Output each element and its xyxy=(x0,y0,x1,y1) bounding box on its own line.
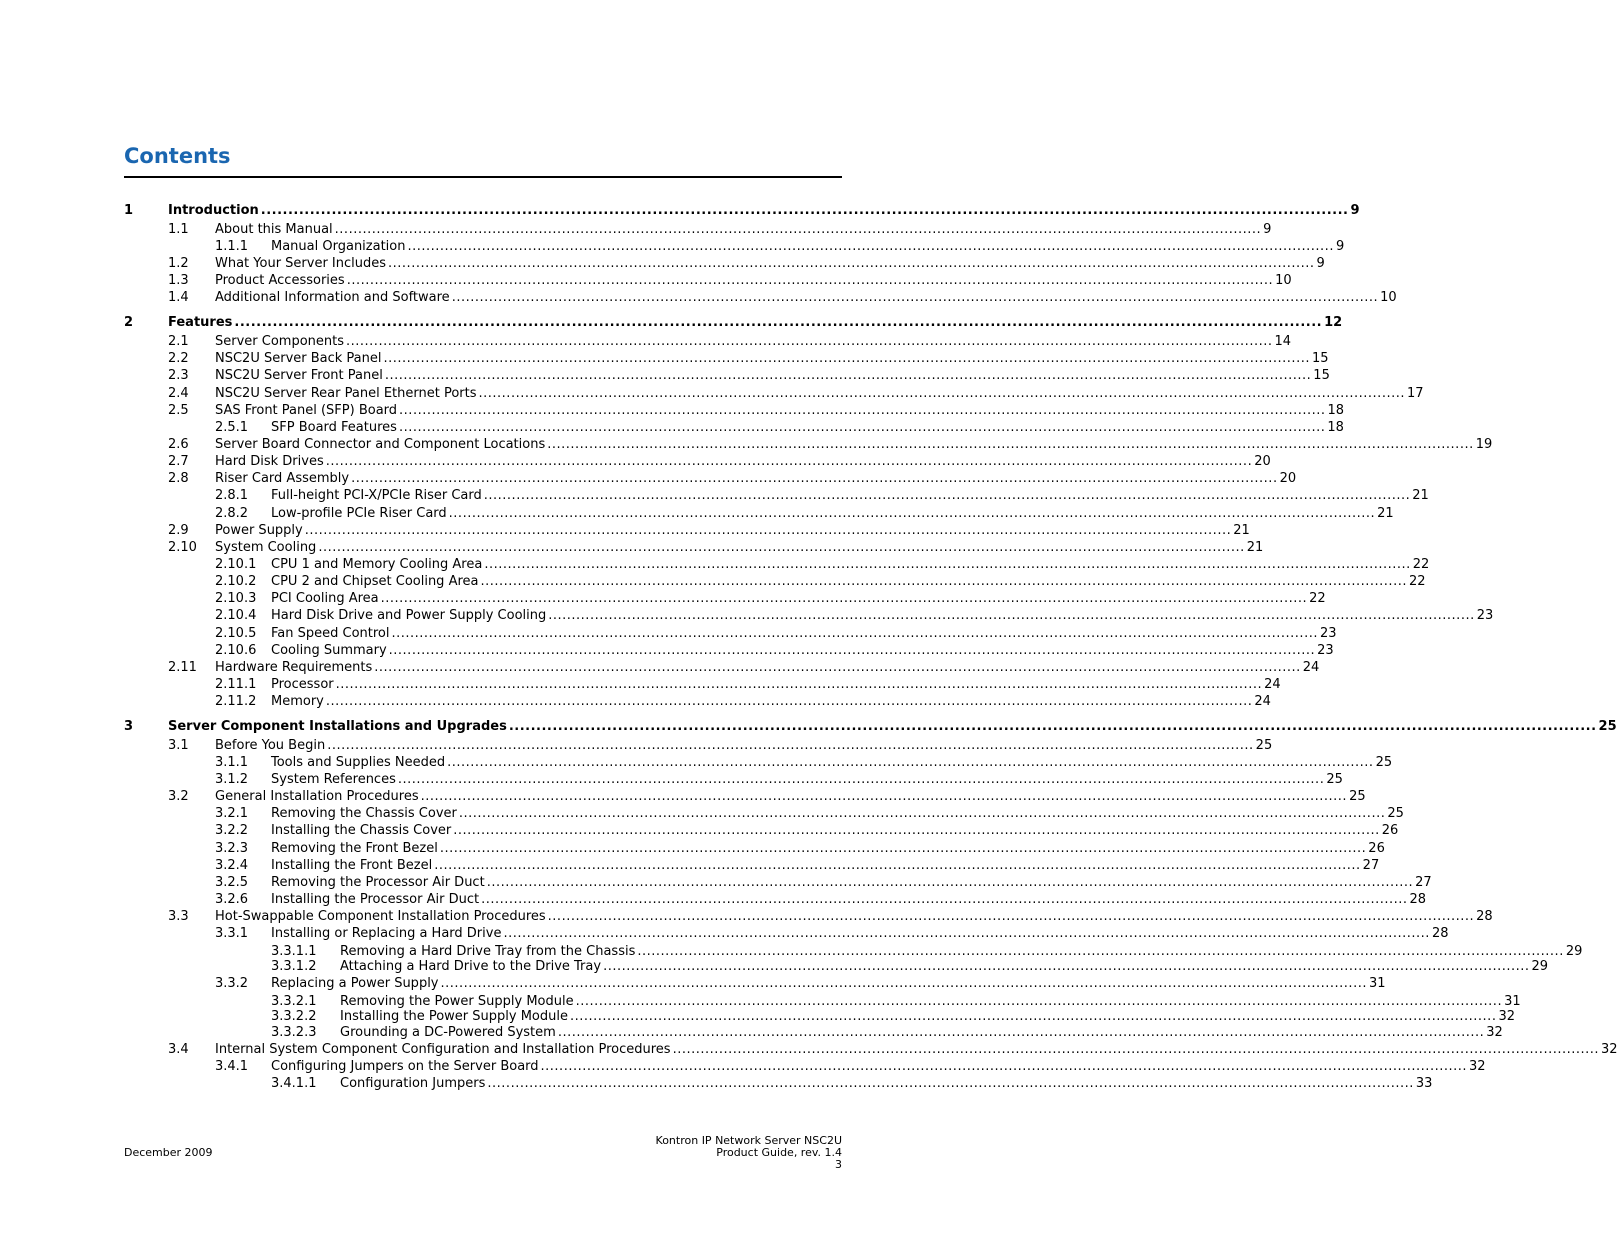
toc-title: Removing the Chassis Cover xyxy=(271,806,457,821)
toc-leader-dots: ........................................................................................................................................................................................................ xyxy=(374,660,1301,675)
toc-leader-dots: ........................................................................................................................................................................................................ xyxy=(346,273,1274,288)
toc-title: Fan Speed Control xyxy=(271,626,390,641)
toc-number: 2.5.1 xyxy=(215,420,249,435)
toc-title: Removing the Front Bezel xyxy=(271,841,438,856)
toc-entry[interactable] xyxy=(0,367,1330,384)
toc-entry[interactable] xyxy=(0,925,1449,942)
toc-entry[interactable] xyxy=(0,1058,1486,1075)
toc-page-number: 18 xyxy=(1327,403,1345,418)
toc-leader-dots: ........................................................................................................................................................................................................ xyxy=(508,719,1597,734)
toc-entry[interactable] xyxy=(0,659,1320,676)
toc-number: 1.1.1 xyxy=(215,239,249,254)
toc-entry[interactable] xyxy=(0,718,1617,735)
toc-title: Hot-Swappable Component Installation Procedures xyxy=(215,909,546,924)
toc-leader-dots: ........................................................................................................................................................................................................ xyxy=(335,677,1263,692)
toc-title: Installing the Power Supply Module xyxy=(340,1009,568,1024)
toc-entry[interactable] xyxy=(0,272,1292,289)
toc-page-number: 26 xyxy=(1381,823,1399,838)
toc-page-number: 21 xyxy=(1233,523,1250,538)
toc-number: 3.2.2 xyxy=(215,823,249,838)
toc-page-number: 19 xyxy=(1475,437,1493,452)
toc-title: Before You Begin xyxy=(215,738,326,753)
toc-leader-dots: ........................................................................................................................................................................................................ xyxy=(547,437,1474,452)
toc-number: 2.10.2 xyxy=(215,574,257,589)
toc-page-number: 25 xyxy=(1387,806,1404,821)
toc-number: 2.11.1 xyxy=(215,677,257,692)
toc-title: Hard Disk Drive and Power Supply Cooling xyxy=(271,608,547,623)
toc-page-number: 32 xyxy=(1486,1025,1503,1040)
footer-guide: Product Guide, rev. 1.4 xyxy=(716,1146,842,1159)
toc-number: 3.2 xyxy=(168,789,189,804)
footer-info xyxy=(656,1135,842,1171)
toc-title: Installing the Front Bezel xyxy=(271,858,433,873)
toc-entry[interactable] xyxy=(0,590,1326,607)
toc-entry[interactable] xyxy=(0,202,1360,219)
toc-number: 2.8.2 xyxy=(215,506,249,521)
toc-page-number: 24 xyxy=(1264,677,1281,692)
toc-number: 2.10.5 xyxy=(215,626,257,641)
toc-title: SFP Board Features xyxy=(271,420,397,435)
toc-entry[interactable] xyxy=(0,642,1334,659)
toc-entry[interactable] xyxy=(0,333,1292,350)
toc-number: 3.4.1.1 xyxy=(271,1076,317,1091)
toc-entry[interactable] xyxy=(0,975,1386,992)
toc-leader-dots: ........................................................................................................................................................................................................ xyxy=(503,926,1430,941)
toc-entry[interactable] xyxy=(0,487,1429,504)
toc-leader-dots: ........................................................................................................................................................................................................ xyxy=(260,203,1349,218)
toc-entry[interactable] xyxy=(0,505,1394,522)
toc-number: 2.10.1 xyxy=(215,557,257,572)
toc-page-number: 10 xyxy=(1380,290,1397,305)
toc-number: 2.8.1 xyxy=(215,488,249,503)
toc-leader-dots: ........................................................................................................................................................................................................ xyxy=(346,334,1273,349)
toc-leader-dots: ........................................................................................................................................................................................................ xyxy=(391,626,1318,641)
toc-leader-dots: ........................................................................................................................................................................................................ xyxy=(440,976,1367,991)
toc-number: 3.2.4 xyxy=(215,858,249,873)
toc-leader-dots: ........................................................................................................................................................................................................ xyxy=(478,386,1405,401)
toc-page-number: 14 xyxy=(1274,334,1292,349)
toc-entry[interactable] xyxy=(0,958,1549,975)
footer-product: Kontron IP Network Server NSC2U xyxy=(655,1134,842,1147)
toc-page-number: 21 xyxy=(1246,540,1264,555)
toc-leader-dots: ........................................................................................................................................................................................................ xyxy=(483,488,1411,503)
toc-page-number: 28 xyxy=(1476,909,1493,924)
toc-title: System References xyxy=(271,772,396,787)
toc-title: Tools and Supplies Needed xyxy=(271,755,446,770)
toc-number: 2.9 xyxy=(168,523,189,538)
toc-number: 2.5 xyxy=(168,403,189,418)
toc-title: Replacing a Power Supply xyxy=(271,976,439,991)
toc-page-number: 15 xyxy=(1311,351,1329,366)
toc-number: 3.3.2 xyxy=(215,976,249,991)
toc-leader-dots: ........................................................................................................................................................................................................ xyxy=(484,557,1411,572)
toc-leader-dots: ........................................................................................................................................................................................................ xyxy=(318,540,1245,555)
toc-entry[interactable] xyxy=(0,1075,1433,1092)
toc-number: 1.2 xyxy=(168,256,189,271)
toc-page-number: 25 xyxy=(1255,738,1273,753)
toc-title: Internal System Component Configuration and Installation Procedures xyxy=(215,1042,671,1057)
toc-page-number: 23 xyxy=(1476,608,1494,623)
toc-number: 2.10.4 xyxy=(215,608,257,623)
toc-number: 3.3.1.1 xyxy=(271,944,317,959)
toc-number: 3.3.2.3 xyxy=(271,1025,317,1040)
toc-page-number: 32 xyxy=(1601,1042,1618,1057)
toc-entry[interactable] xyxy=(0,419,1344,436)
toc-leader-dots: ........................................................................................................................................................................................................ xyxy=(458,806,1386,821)
toc-entry[interactable] xyxy=(0,255,1325,272)
toc-leader-dots: ........................................................................................................................................................................................................ xyxy=(575,994,1503,1009)
toc-entry[interactable] xyxy=(0,1024,1503,1041)
toc-page-number: 24 xyxy=(1254,694,1271,709)
toc-entry[interactable] xyxy=(0,754,1393,771)
toc-title: About this Manual xyxy=(215,222,333,237)
toc-page-number: 23 xyxy=(1319,626,1337,641)
toc-entry[interactable] xyxy=(0,289,1397,306)
toc-leader-dots: ........................................................................................................................................................................................................ xyxy=(451,290,1379,305)
toc-number: 3.1 xyxy=(168,738,189,753)
toc-entry[interactable] xyxy=(0,539,1264,556)
toc-title: Hard Disk Drives xyxy=(215,454,324,469)
toc-entry[interactable] xyxy=(0,238,1345,255)
toc-title: Configuration Jumpers xyxy=(340,1076,486,1091)
toc-leader-dots: ........................................................................................................................................................................................................ xyxy=(486,875,1414,890)
toc-number: 1.3 xyxy=(168,273,189,288)
toc-page-number: 32 xyxy=(1498,1009,1515,1024)
toc-page-number: 33 xyxy=(1415,1076,1433,1091)
toc-number: 3.3.2.2 xyxy=(271,1009,317,1024)
toc-number: 2.10.3 xyxy=(215,591,257,606)
toc-leader-dots: ........................................................................................................................................................................................................ xyxy=(487,1076,1414,1091)
toc-title: CPU 1 and Memory Cooling Area xyxy=(271,557,483,572)
toc-leader-dots: ........................................................................................................................................................................................................ xyxy=(234,315,1323,330)
toc-leader-dots: ........................................................................................................................................................................................................ xyxy=(557,1025,1485,1040)
toc-entry[interactable] xyxy=(0,891,1427,908)
toc-number: 2.10.6 xyxy=(215,643,257,658)
toc-leader-dots: ........................................................................................................................................................................................................ xyxy=(481,892,1408,907)
toc-number: 3.1.1 xyxy=(215,755,249,770)
toc-title: CPU 2 and Chipset Cooling Area xyxy=(271,574,479,589)
toc-title: Power Supply xyxy=(215,523,303,538)
toc-number: 3.2.3 xyxy=(215,841,249,856)
toc-title: Removing the Power Supply Module xyxy=(340,994,574,1009)
toc-leader-dots: ........................................................................................................................................................................................................ xyxy=(325,694,1253,709)
toc-number: 3.4 xyxy=(168,1042,189,1057)
toc-leader-dots: ........................................................................................................................................................................................................ xyxy=(327,738,1254,753)
toc-title: SAS Front Panel (SFP) Board xyxy=(215,403,398,418)
toc-page-number: 25 xyxy=(1326,772,1343,787)
toc-page-number: 29 xyxy=(1565,944,1583,959)
toc-number: 2.4 xyxy=(168,386,189,401)
toc-number: 2.10 xyxy=(168,540,197,555)
toc-title: Features xyxy=(168,315,233,330)
toc-title: Cooling Summary xyxy=(271,643,387,658)
toc-page-number: 29 xyxy=(1531,959,1549,974)
toc-page-number: 25 xyxy=(1598,719,1617,734)
toc-page-number: 23 xyxy=(1317,643,1334,658)
toc-page-number: 27 xyxy=(1362,858,1380,873)
toc-title: Installing the Chassis Cover xyxy=(271,823,452,838)
toc-page-number: 22 xyxy=(1408,574,1426,589)
toc-number: 3 xyxy=(124,719,134,734)
toc-page-number: 21 xyxy=(1377,506,1394,521)
toc-page-number: 31 xyxy=(1504,994,1521,1009)
toc-title: Processor xyxy=(271,677,334,692)
toc-page-number: 12 xyxy=(1324,315,1343,330)
toc-number: 2.11.2 xyxy=(215,694,257,709)
toc-title: Low-profile PCIe Riser Card xyxy=(271,506,447,521)
toc-leader-dots: ........................................................................................................................................................................................................ xyxy=(547,909,1475,924)
toc-entry[interactable] xyxy=(0,625,1337,642)
toc-title: Hardware Requirements xyxy=(215,660,373,675)
toc-page-number: 9 xyxy=(1263,222,1272,237)
toc-number: 3.2.6 xyxy=(215,892,249,907)
footer-date: December 2009 xyxy=(124,1146,213,1159)
toc-number: 2.7 xyxy=(168,454,189,469)
toc-entry[interactable] xyxy=(0,385,1424,402)
toc-entry[interactable] xyxy=(0,693,1271,710)
toc-entry[interactable] xyxy=(0,788,1366,805)
toc-entry[interactable] xyxy=(0,607,1494,624)
toc-entry[interactable] xyxy=(0,221,1272,238)
toc-leader-dots: ........................................................................................................................................................................................................ xyxy=(398,420,1326,435)
toc-entry[interactable] xyxy=(0,350,1329,367)
footer-page-number: 3 xyxy=(835,1158,842,1171)
toc-page-number: 25 xyxy=(1375,755,1393,770)
toc-title: Additional Information and Software xyxy=(215,290,450,305)
toc-entry[interactable] xyxy=(0,771,1343,788)
toc-number: 1.1 xyxy=(168,222,189,237)
toc-page-number: 17 xyxy=(1406,386,1424,401)
toc-number: 1.4 xyxy=(168,290,189,305)
toc-entry[interactable] xyxy=(0,314,1343,331)
toc-entry[interactable] xyxy=(0,402,1345,419)
toc-entry[interactable] xyxy=(0,805,1404,822)
toc-leader-dots: ........................................................................................................................................................................................................ xyxy=(388,643,1316,658)
toc-leader-dots: ........................................................................................................................................................................................................ xyxy=(439,841,1367,856)
toc-page-number: 25 xyxy=(1349,789,1366,804)
toc-page-number: 20 xyxy=(1254,454,1271,469)
toc-number: 3.3.1.2 xyxy=(271,959,317,974)
toc-number: 3.3 xyxy=(168,909,189,924)
toc-page-number: 28 xyxy=(1409,892,1427,907)
toc-number: 2.6 xyxy=(168,437,189,452)
toc-page-number: 18 xyxy=(1327,420,1344,435)
toc-entry[interactable] xyxy=(0,522,1250,539)
toc-number: 2.1 xyxy=(168,334,189,349)
toc-number: 3.4.1 xyxy=(215,1059,249,1074)
toc-entry[interactable] xyxy=(0,453,1271,470)
toc-title: Introduction xyxy=(168,203,259,218)
toc-number: 2.3 xyxy=(168,368,189,383)
toc-page-number: 22 xyxy=(1412,557,1430,572)
toc-leader-dots: ........................................................................................................................................................................................................ xyxy=(388,256,1315,271)
toc-entry[interactable] xyxy=(0,1008,1515,1025)
toc-number: 3.3.2.1 xyxy=(271,994,317,1009)
toc-page-number: 31 xyxy=(1368,976,1386,991)
toc-leader-dots: ........................................................................................................................................................................................................ xyxy=(540,1059,1467,1074)
toc-title: Server Components xyxy=(215,334,345,349)
toc-page-number: 26 xyxy=(1368,841,1385,856)
toc-title: What Your Server Includes xyxy=(215,256,387,271)
toc-title: Server Board Connector and Component Locations xyxy=(215,437,546,452)
toc-page-number: 9 xyxy=(1350,203,1360,218)
toc-leader-dots: ........................................................................................................................................................................................................ xyxy=(380,591,1308,606)
toc-title: System Cooling xyxy=(215,540,317,555)
toc-title: PCI Cooling Area xyxy=(271,591,379,606)
toc-entry[interactable] xyxy=(0,1041,1618,1058)
toc-leader-dots: ........................................................................................................................................................................................................ xyxy=(420,789,1348,804)
toc-entry[interactable] xyxy=(0,840,1385,857)
toc-leader-dots: ........................................................................................................................................................................................................ xyxy=(407,239,1334,254)
toc-leader-dots: ........................................................................................................................................................................................................ xyxy=(351,471,1278,486)
toc-leader-dots: ........................................................................................................................................................................................................ xyxy=(325,454,1253,469)
toc-page-number: 22 xyxy=(1309,591,1326,606)
toc-number: 2 xyxy=(124,315,134,330)
toc-leader-dots: ........................................................................................................................................................................................................ xyxy=(603,959,1530,974)
toc-title: NSC2U Server Front Panel xyxy=(215,368,383,383)
toc-entry[interactable] xyxy=(0,874,1432,891)
toc-leader-dots: ........................................................................................................................................................................................................ xyxy=(637,944,1564,959)
page-title: Contents xyxy=(124,144,231,168)
toc-number: 2.8 xyxy=(168,471,189,486)
toc-page-number: 27 xyxy=(1415,875,1432,890)
toc-title: Manual Organization xyxy=(271,239,406,254)
toc-title: Product Accessories xyxy=(215,273,345,288)
toc-number: 3.3.1 xyxy=(215,926,249,941)
toc-page-number: 15 xyxy=(1313,368,1330,383)
toc-number: 1 xyxy=(124,203,134,218)
toc-title: Memory xyxy=(271,694,324,709)
toc-leader-dots: ........................................................................................................................................................................................................ xyxy=(304,523,1232,538)
toc-leader-dots: ........................................................................................................................................................................................................ xyxy=(548,608,1475,623)
toc-title: Installing or Replacing a Hard Drive xyxy=(271,926,502,941)
toc-page-number: 24 xyxy=(1302,660,1320,675)
toc-title: NSC2U Server Rear Panel Ethernet Ports xyxy=(215,386,477,401)
toc-number: 2.11 xyxy=(168,660,197,675)
toc-title: NSC2U Server Back Panel xyxy=(215,351,382,366)
toc-leader-dots: ........................................................................................................................................................................................................ xyxy=(672,1042,1600,1057)
toc-leader-dots: ........................................................................................................................................................................................................ xyxy=(448,506,1376,521)
toc-leader-dots: ........................................................................................................................................................................................................ xyxy=(434,858,1361,873)
toc-title: Removing a Hard Drive Tray from the Chassis xyxy=(340,944,636,959)
toc-entry[interactable] xyxy=(0,676,1281,693)
toc-leader-dots: ........................................................................................................................................................................................................ xyxy=(569,1009,1497,1024)
toc-title: Attaching a Hard Drive to the Drive Tray xyxy=(340,959,602,974)
toc-title: General Installation Procedures xyxy=(215,789,419,804)
toc-number: 3.2.1 xyxy=(215,806,249,821)
toc-leader-dots: ........................................................................................................................................................................................................ xyxy=(384,368,1312,383)
toc-entry[interactable] xyxy=(0,908,1493,925)
toc-title: Configuring Jumpers on the Server Board xyxy=(271,1059,539,1074)
toc-page-number: 10 xyxy=(1275,273,1292,288)
toc-entry[interactable] xyxy=(0,470,1297,487)
toc-title: Installing the Processor Air Duct xyxy=(271,892,480,907)
toc-entry[interactable] xyxy=(0,573,1426,590)
toc-entry[interactable] xyxy=(0,436,1493,453)
toc-page-number: 20 xyxy=(1279,471,1297,486)
toc-leader-dots: ........................................................................................................................................................................................................ xyxy=(447,755,1374,770)
toc-title: Server Component Installations and Upgrades xyxy=(168,719,507,734)
toc-title: Riser Card Assembly xyxy=(215,471,350,486)
toc-entry[interactable] xyxy=(0,556,1430,573)
toc-leader-dots: ........................................................................................................................................................................................................ xyxy=(453,823,1380,838)
toc-title: Grounding a DC-Powered System xyxy=(340,1025,556,1040)
toc-title: Full-height PCI-X/PCIe Riser Card xyxy=(271,488,482,503)
toc-leader-dots: ........................................................................................................................................................................................................ xyxy=(383,351,1310,366)
toc-page-number: 9 xyxy=(1335,239,1345,254)
toc-entry[interactable] xyxy=(0,857,1380,874)
toc-leader-dots: ........................................................................................................................................................................................................ xyxy=(397,772,1325,787)
toc-entry[interactable] xyxy=(0,822,1399,839)
toc-entry[interactable] xyxy=(0,737,1273,754)
toc-page-number: 28 xyxy=(1431,926,1449,941)
toc-page-number: 9 xyxy=(1316,256,1325,271)
toc-number: 2.2 xyxy=(168,351,189,366)
toc-leader-dots: ........................................................................................................................................................................................................ xyxy=(334,222,1262,237)
toc-page-number: 32 xyxy=(1469,1059,1486,1074)
toc-leader-dots: ........................................................................................................................................................................................................ xyxy=(480,574,1407,589)
toc-number: 3.2.5 xyxy=(215,875,249,890)
toc-leader-dots: ........................................................................................................................................................................................................ xyxy=(399,403,1326,418)
toc-title: Removing the Processor Air Duct xyxy=(271,875,485,890)
toc-page-number: 21 xyxy=(1412,488,1429,503)
toc-number: 3.1.2 xyxy=(215,772,249,787)
